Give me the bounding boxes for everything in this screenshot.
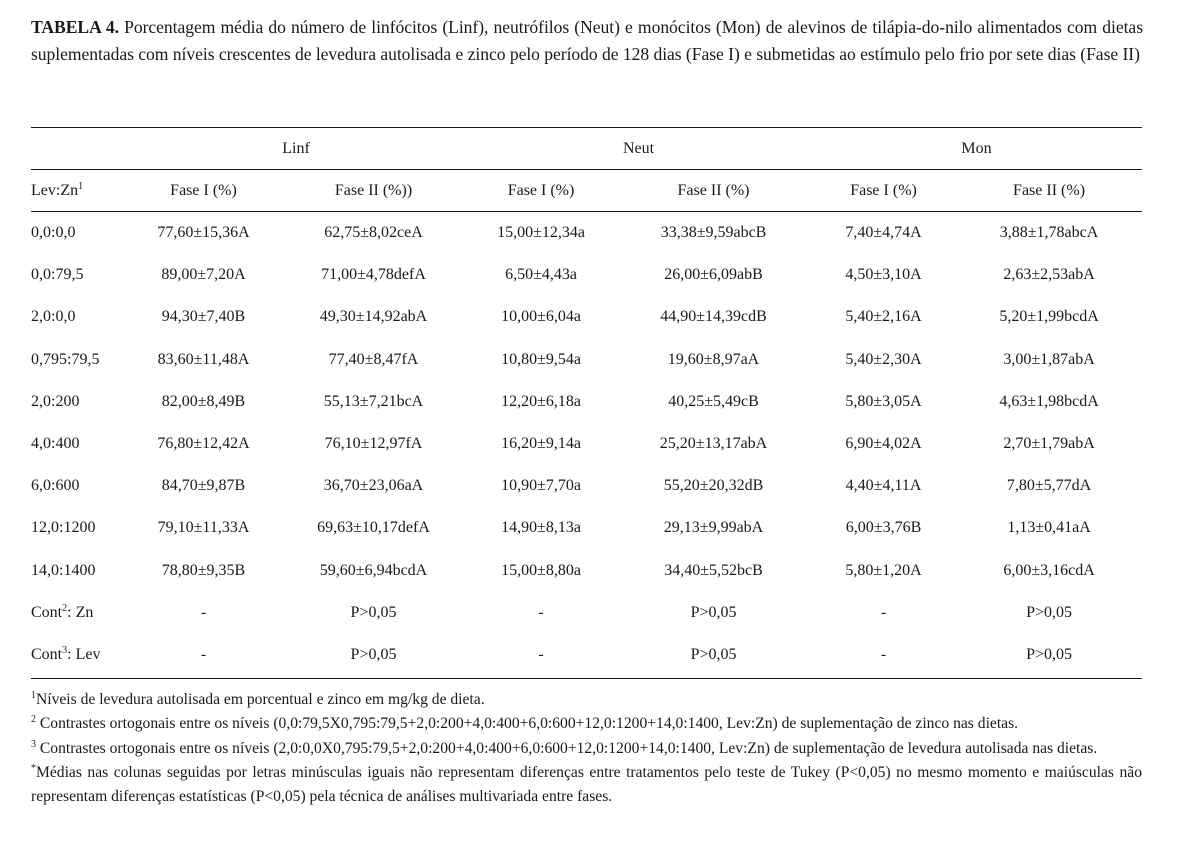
table-cell: 76,10±12,97fA [324,435,423,453]
row-label: 2,0:200 [31,392,80,410]
row-label: 0,795:79,5 [31,350,100,368]
contrast-cell: - [200,603,207,621]
table-cell: 10,80±9,54a [501,350,581,368]
footnote: $^1$Níveis de levedura autolisada em porcentual e zinco em mg/kg de dieta. [31,690,485,708]
table-cell: 89,00±7,20A [161,266,246,284]
table-cell: 76,80±12,42A [157,435,250,453]
table-cell: 5,80±1,20A [845,561,922,579]
table-row [31,339,1142,381]
table-cell: 40,25±5,49cB [668,392,759,410]
column-header: Fase II (%)) [334,182,413,199]
table-cell: 7,80±5,77dA [1006,477,1092,495]
table-cell: 15,00±12,34a [497,224,585,242]
table-cell: 33,38±9,59abcB [660,224,767,242]
table-cell: 62,75±8,02ceA [324,224,423,242]
table-cell: 34,40±5,52bcB [664,561,763,579]
table-row [31,465,1142,507]
table-cell: 5,80±3,05A [845,392,922,410]
table-cell: 78,80±9,35B [161,561,246,579]
table-caption [31,14,1143,68]
table-cell: 4,40±4,11A [845,477,922,495]
caption-label: TABELA 4. [31,17,119,37]
table-cell: 1,13±0,41aA [1007,519,1091,537]
contrast-cell: - [200,645,207,663]
table-row [31,423,1142,465]
table-cell: 6,50±4,43a [505,266,577,284]
contrast-cell: - [880,645,887,663]
contrast-row [31,634,1142,676]
table-row [31,507,1142,549]
table-cell: 55,20±20,32dB [663,477,764,495]
table-cell: 3,88±1,78abcA [999,224,1099,242]
table-cell: 49,30±14,92abA [319,308,428,326]
column-header: Fase II (%) [677,182,750,199]
table-cell: 10,00±6,04a [501,308,581,326]
table-row [31,254,1142,296]
table-cell: 6,00±3,16cdA [1003,561,1095,579]
contrast-cell: P>0,05 [690,645,737,663]
table-cell: 82,00±8,49B [161,392,246,410]
table-cell: 16,20±9,14a [501,435,581,453]
footnote: *Médias nas colunas seguidas por letras minúsculas iguais não representam diferenças entre tratamentos pelo teste de Tukey (P<0,05) no mesmo momento e maiúsculas não representam diferenças estatísticas (P<0,05) pela técnica de análises multivariada entre fases. [31,762,1142,806]
group-header-row [31,128,1142,170]
table-footnotes [31,688,1142,809]
column-header: Fase I (%) [170,182,237,199]
caption-text: Porcentagem média do número de linfócitos (Linf), neutrófilos (Neut) e monócitos (Mon) de alevinos de tilápia-do-nilo alimentados com dietas suplementadas com níveis crescentes de levedura autolisada e zinco pelo período de 128 dias (Fase I) e submetidas ao estímulo pelo frio por sete dias (Fase II) [31,17,1143,64]
contrast-label: Cont$^3$: Lev [31,644,101,663]
group-header-mon: Mon [961,140,992,157]
contrast-cell: P>0,05 [1026,603,1072,621]
contrast-cell: - [538,645,544,663]
row-label: 14,0:1400 [31,561,96,579]
column-header-levzn: Lev:Zn$^1$ [31,181,84,199]
table-cell: 29,13±9,99abA [663,519,764,537]
contrast-label: Cont$^2$: Zn [31,602,94,621]
table-cell: 15,00±8,80a [501,561,581,579]
table-cell: 69,63±10,17defA [317,519,430,537]
table-cell: 77,60±15,36A [157,224,250,242]
row-label: 12,0:1200 [31,519,96,537]
subheader-row [31,170,1142,212]
table-cell: 4,50±3,10A [845,266,922,284]
row-label: 0,0:79,5 [31,266,84,284]
table-cell: 79,10±11,33A [157,519,250,537]
table-cell: 26,00±6,09abB [664,266,763,284]
contrast-cell: P>0,05 [690,603,737,621]
table-cell: 19,60±8,97aA [667,350,760,368]
table-cell: 44,90±14,39cdB [660,308,767,326]
row-label: 4,0:400 [31,435,80,453]
table-cell: 6,00±3,76B [845,519,922,537]
column-header: Fase II (%) [1013,182,1086,199]
table-row [31,296,1142,338]
table-cell: 36,70±23,06aA [323,477,424,495]
table-cell: 55,13±7,21bcA [323,392,424,410]
table-cell: 94,30±7,40B [161,308,246,326]
table-cell: 83,60±11,48A [157,350,250,368]
table-cell: 3,00±1,87abA [1003,350,1095,368]
row-label: 0,0:0,0 [31,224,76,242]
footnote: $^3$ Contrastes ortogonais entre os níveis (2,0:0,0X0,795:79,5+2,0:200+4,0:400+6,0:600+12,0:1200+14,0:1400, Lev:Zn) de suplementação de levedura autolisada nas dietas. [31,738,1098,757]
table-cell: 2,63±2,53abA [1003,266,1095,284]
table-cell: 5,20±1,99bcdA [999,308,1099,326]
contrast-cell: P>0,05 [1026,645,1072,663]
table-row [31,550,1142,592]
table-row [31,381,1142,423]
group-header-linf: Linf [282,140,310,157]
table-cell: 25,20±13,17abA [659,435,768,453]
footnote: $^2$ Contrastes ortogonais entre os níveis (0,0:79,5X0,795:79,5+2,0:200+4,0:400+6,0:600+12,0:1200+14,0:1400, Lev:Zn) de suplementação de zinco nas dietas. [31,714,1019,733]
table-cell: 14,90±8,13a [501,519,581,537]
data-table [31,128,1142,676]
table-cell: 5,40±2,16A [845,308,922,326]
group-header-neut: Neut [622,140,655,157]
table-body [31,212,1142,676]
table-cell: 2,70±1,79abA [1003,435,1095,453]
row-label: 2,0:0,0 [31,308,76,326]
table-cell: 4,63±1,98bcdA [999,392,1099,410]
table-bottom-rule [31,678,1142,679]
row-label: 6,0:600 [31,477,80,495]
contrast-row [31,592,1142,634]
contrast-cell: P>0,05 [350,645,397,663]
table-cell: 5,40±2,30A [845,350,922,368]
table-cell: 12,20±6,18a [501,392,581,410]
contrast-cell: - [538,603,544,621]
table-cell: 7,40±4,74A [845,224,922,242]
table-cell: 77,40±8,47fA [328,350,419,368]
table-cell: 71,00±4,78defA [321,266,426,284]
column-header: Fase I (%) [850,182,917,199]
column-header: Fase I (%) [507,182,575,199]
table-row [31,212,1142,254]
table-cell: 10,90±7,70a [501,477,581,495]
table-cell: 6,90±4,02A [845,435,922,453]
contrast-cell: - [880,603,887,621]
table-cell: 84,70±9,87B [161,477,246,495]
table-cell: 59,60±6,94bcdA [319,561,428,579]
contrast-cell: P>0,05 [350,603,397,621]
